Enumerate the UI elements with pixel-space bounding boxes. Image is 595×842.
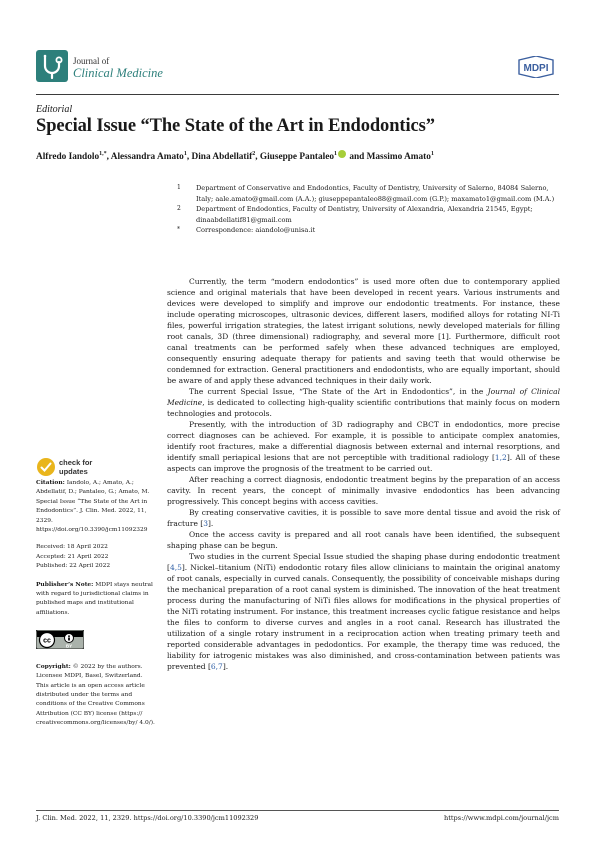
affiliation-mark: 2	[177, 205, 181, 213]
author-affiliation-mark: 1	[333, 150, 337, 157]
published-date: Published: 22 April 2022	[36, 563, 111, 570]
author-name[interactable]: Alessandra Amato	[110, 152, 184, 162]
mdpi-logo-icon[interactable]	[515, 56, 557, 78]
journal-of-label: Journal of	[73, 56, 110, 66]
author-name[interactable]: Alfredo Iandolo	[36, 152, 100, 162]
updates-label: updates	[59, 467, 88, 476]
affiliation-mark: 1	[177, 184, 181, 191]
affiliation-item	[177, 225, 567, 236]
mdpi-logo-text: MDPI	[523, 63, 549, 74]
footer-citation[interactable]: J. Clin. Med. 2022, 11, 2329. https://doi.org/10.3390/jcm11092329	[36, 814, 259, 822]
citation-link[interactable]: 3	[203, 519, 208, 528]
cc-by-license-icon[interactable]	[36, 630, 84, 649]
affiliation-item	[177, 183, 567, 204]
author-affiliation-mark: 2	[252, 150, 256, 157]
body-paragraph: Presently, with the introduction of 3D radiography and CBCT in endodontics, more precise correct diagnoses can be achieved. For example, it is possible to anticipate complex anatomies, identify root fractures, make a differential diagnosis between external and internal resorptions, and identify small periapical lesions that are not perceptible with traditional radiology [1,2]. All of these aspects can improve the prognosis of the treatment to be carried out.	[167, 420, 560, 473]
citation-link[interactable]: 1,2	[494, 453, 507, 462]
correspondence-text: Correspondence: aiandolo@unisa.it	[196, 226, 316, 235]
body-paragraph: After reaching a correct diagnosis, endodontic treatment begins by the preparation of an access cavity. In recent years, the concept of minimally invasive endodontics has been advancing progressively. This concept begins with access cavities.	[167, 475, 560, 506]
check-for-updates-badge[interactable]	[36, 456, 126, 478]
article-title: Special Issue “The State of the Art in Endodontics”	[36, 116, 435, 136]
footer-divider	[36, 810, 559, 811]
affiliations	[177, 183, 567, 236]
author-list: Alfredo Iandolo$^{1,*}$, Alessandra Amato$^1$, Dina Abdellatif$^2$, Giuseppe Pantaleo$^1$ and Massimo Amato$^1$	[36, 150, 434, 162]
article-type: Editorial	[36, 104, 73, 115]
author-affiliation-mark: 1	[183, 150, 187, 157]
author-affiliation-mark: 1	[430, 150, 434, 157]
publisher-note-text: MDPI stays neutral with regard to jurisdictional claims in published maps and institutional affiliations.	[36, 581, 153, 616]
cc-icon: cc	[43, 637, 51, 645]
journal-logo-icon	[36, 50, 68, 82]
journal-reference: Journal of Clinical Medicine	[167, 387, 560, 407]
article-body	[167, 276, 560, 672]
header-divider	[36, 94, 559, 95]
article-sidebar	[36, 478, 156, 737]
author-name[interactable]: Giuseppe Pantaleo	[259, 152, 334, 162]
check-for-label: check for	[59, 458, 93, 467]
author-affiliation-mark: 1,*	[99, 150, 107, 157]
citation-block: Citation: Iandolo, A.; Amato, A.; Abdellatif, D.; Pantaleo, G.; Amato, M. Special Issue “The State of the Art in Endodontics”. J. Clin. Med. 2022, 11, 2329. https://doi.org/10.3390/jcm11092329	[36, 479, 150, 534]
copyright-block: Copyright: © 2022 by the authors. Licensee MDPI, Basel, Switzerland. This article is an open access article distributed under the terms and conditions of the Creative Commons Attribution (CC BY) license (https:// creativecommons.org/licenses/by/ 4.0/).	[36, 662, 155, 727]
body-paragraph: Currently, the term “modern endodontics” is used more often due to contemporary applied science and original materials that have been developed in recent years. Various instruments and devices were developed to simplify and improve our endodontic treatments. For instance, these include operating microscopes, ultrasonic devices, different lasers, modified alloys for rotating NI-Ti files, powerful irrigation strategies, the latest irrigant solutions, newly developed materials for filling root canals, 3D (three dimensional) radiography, and several more [1]. Furthermore, difficult root canal treatments can be performed safely when these advanced techniques are employed, consequently ensuring adequate therapy for patients and saving teeth that would otherwise be condemned for extraction. General practitioners and endodontists, who are equally important, should be aware of and apply these advanced techniques in their daily work.	[167, 277, 560, 385]
affiliation-text: Department of Conservative and Endodontics, Faculty of Dentistry, University of Salerno, 84084 Salerno, Italy; aale.amato@gmail.com (A.A.); giuseppepantaleo88@gmail.com (G.P.); maxamato1@gmail.com (M.A.)	[196, 184, 555, 203]
citation-link[interactable]: 6,7	[210, 662, 223, 671]
citation-link[interactable]: 4,5	[169, 563, 182, 572]
accepted-date: Accepted: 21 April 2022	[36, 553, 109, 560]
body-paragraph: Once the access cavity is prepared and all root canals have been identified, the subsequent shaping phase can be begun.	[167, 530, 560, 550]
by-icon: BY	[65, 643, 73, 649]
body-paragraph: The current Special Issue, “The State of the Art in Endodontics”, in the Journal of Clinical Medicine, is dedicated to collecting high-quality scientific contributions that mainly focus on modern technologies and protocols.	[167, 387, 560, 418]
affiliation-item	[177, 204, 567, 225]
orcid-icon[interactable]	[338, 150, 346, 158]
citation-text[interactable]: Iandolo, A.; Amato, A.; Abdellatif, D.; Pantaleo, G.; Amato, M. Special Issue “The State of the Art in Endodontics”. J. Clin. Med. 2022, 11, 2329. https://doi.org/10.3390/jcm11092329	[36, 480, 150, 534]
publisher-note-block: Publisher’s Note: MDPI stays neutral with regard to jurisdictional claims in published maps and institutional affiliations.	[36, 580, 153, 616]
author-name[interactable]: Dina Abdellatif	[191, 152, 253, 162]
body-paragraph: Two studies in the current Special Issue studied the shaping phase during endodontic treatment [4,5]. Nickel–titanium (NiTi) endodontic rotary files allow clinicians to maintain the original anatomy of root canals, especially in curved canals. Consequently, the possibility of conceivable mishaps during the mechanical preparation of a root canal system is diminished. The innovation of the heat treatment process during the manufacturing of NiTi files allows for modifications in the physical properties of the NiTi rotating instrument. For instance, this treatment increases cyclic fatigue resistance and helps the files to conform to diverse curves and angles in a root canal. Research has illustrated the utilization of a single rotary instrument in a reciprocation action when treating primary teeth and reported considerable advantages in pedodontics. For example, the therapy time was reduced, the liability for iatrogenic mistakes was also diminished, and cross-contamination between patients was prevented [6,7].	[167, 552, 560, 671]
affiliation-text: Department of Endodontics, Faculty of Dentistry, University of Alexandria, Alexandria 21545, Egypt; dinaabdellatif81@gmail.com	[196, 205, 533, 224]
received-date: Received: 18 April 2022	[36, 544, 108, 551]
dates-block	[36, 543, 156, 571]
body-paragraph: By creating conservative cavities, it is possible to save more dental tissue and avoid the risk of fracture [3].	[167, 508, 560, 528]
copyright-text: © 2022 by the authors. Licensee MDPI, Basel, Switzerland. This article is an open access article distributed under the terms and conditions of the Creative Commons Attribution (CC BY) license (https:// creativecommons.org/licenses/by/ 4.0/).	[36, 663, 155, 727]
author-name[interactable]: and Massimo Amato	[349, 152, 431, 162]
journal-name[interactable]: Clinical Medicine	[73, 66, 163, 80]
footer-journal-url[interactable]: https://www.mdpi.com/journal/jcm	[443, 814, 559, 822]
affiliation-mark: *	[177, 226, 180, 234]
